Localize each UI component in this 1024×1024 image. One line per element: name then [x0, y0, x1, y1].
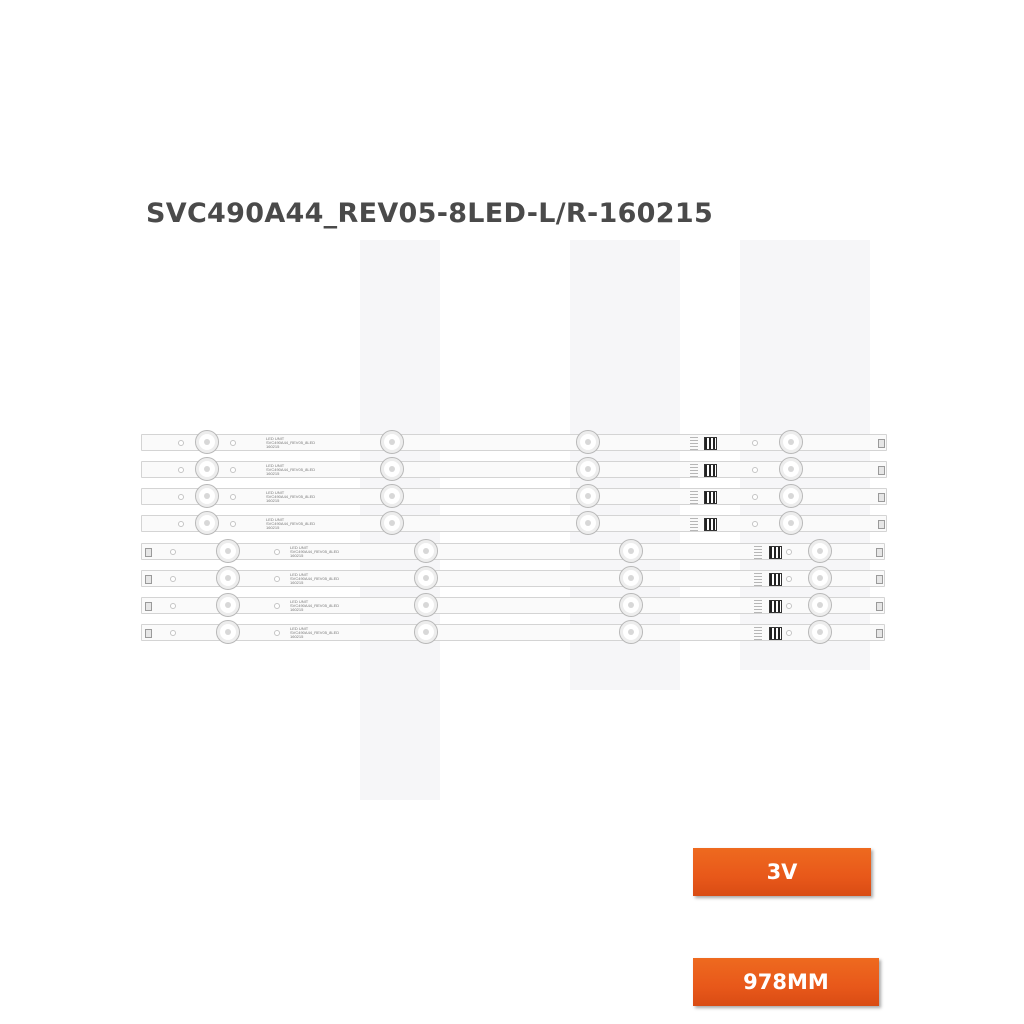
- connector: [876, 548, 883, 557]
- strip-print-line: LED UNIT: [266, 490, 285, 495]
- strip-print-line: LED UNIT: [290, 545, 309, 550]
- mount-hole: [170, 603, 176, 609]
- connector: [876, 629, 883, 638]
- model-title: SVC490A44_REV05-8LED-L/R-160215: [146, 198, 714, 229]
- qr-code: [769, 546, 782, 559]
- led-lens: [414, 620, 438, 644]
- strip-print-line: SVC490A44_REV05_8LED: [290, 549, 340, 554]
- connector: [878, 493, 885, 502]
- led-lens: [380, 430, 404, 454]
- qr-code: [704, 464, 717, 477]
- qr-code: [704, 437, 717, 450]
- mount-hole: [170, 630, 176, 636]
- connector: [876, 602, 883, 611]
- led-lens: [576, 511, 600, 535]
- connector: [878, 439, 885, 448]
- mount-hole: [752, 494, 758, 500]
- connector: [876, 575, 883, 584]
- strip-print-line: 160215: [266, 471, 280, 476]
- strip-print-line: 160215: [266, 444, 280, 449]
- strip-print-line: LED UNIT: [266, 463, 285, 468]
- strip-print: [290, 573, 339, 585]
- led-lens: [195, 457, 219, 481]
- mount-hole: [274, 603, 280, 609]
- qr-code: [704, 491, 717, 504]
- led-lens: [576, 430, 600, 454]
- led-strip: [141, 434, 887, 451]
- led-strip: [141, 543, 885, 560]
- mount-hole: [178, 494, 184, 500]
- qr-code: [769, 627, 782, 640]
- strip-print-line: LED UNIT: [266, 436, 285, 441]
- strip-print: [266, 491, 315, 503]
- mount-hole: [274, 549, 280, 555]
- strip-serial-text: [690, 491, 698, 504]
- led-lens: [380, 511, 404, 535]
- led-lens: [380, 457, 404, 481]
- mount-hole: [786, 549, 792, 555]
- strip-print-line: 160215: [290, 553, 304, 558]
- strip-print: [266, 518, 315, 530]
- connector: [145, 548, 152, 557]
- strip-serial-text: [690, 437, 698, 450]
- led-strip: [141, 570, 885, 587]
- led-lens: [216, 539, 240, 563]
- led-lens: [779, 511, 803, 535]
- mount-hole: [230, 440, 236, 446]
- mount-hole: [752, 467, 758, 473]
- led-lens: [779, 484, 803, 508]
- qr-code: [704, 518, 717, 531]
- led-lens: [414, 539, 438, 563]
- connector: [145, 575, 152, 584]
- mount-hole: [178, 521, 184, 527]
- mount-hole: [786, 603, 792, 609]
- led-lens: [619, 593, 643, 617]
- led-lens: [195, 430, 219, 454]
- led-lens: [779, 430, 803, 454]
- strip-serial-text: [754, 600, 762, 613]
- strip-print-line: SVC490A44_REV05_8LED: [290, 630, 340, 635]
- strip-serial-text: [690, 464, 698, 477]
- led-lens: [808, 620, 832, 644]
- led-lens: [619, 620, 643, 644]
- led-lens: [414, 593, 438, 617]
- mount-hole: [170, 576, 176, 582]
- led-lens: [195, 484, 219, 508]
- strip-print-line: SVC490A44_REV05_8LED: [266, 467, 316, 472]
- led-lens: [779, 457, 803, 481]
- strip-print-line: SVC490A44_REV05_8LED: [290, 576, 340, 581]
- led-strip: [141, 597, 885, 614]
- led-lens: [576, 484, 600, 508]
- led-lens: [808, 593, 832, 617]
- mount-hole: [170, 549, 176, 555]
- mount-hole: [752, 440, 758, 446]
- led-lens: [216, 566, 240, 590]
- mount-hole: [230, 467, 236, 473]
- strip-print: [290, 600, 339, 612]
- connector: [878, 466, 885, 475]
- mount-hole: [274, 630, 280, 636]
- mount-hole: [786, 630, 792, 636]
- strip-print: [266, 464, 315, 476]
- connector: [878, 520, 885, 529]
- qr-code: [769, 573, 782, 586]
- mount-hole: [230, 494, 236, 500]
- strip-print: [266, 437, 315, 449]
- led-lens: [808, 539, 832, 563]
- mount-hole: [178, 440, 184, 446]
- strip-print-line: 160215: [290, 634, 304, 639]
- strip-serial-text: [690, 518, 698, 531]
- strip-print-line: SVC490A44_REV05_8LED: [266, 521, 316, 526]
- strip-print-line: SVC490A44_REV05_8LED: [266, 440, 316, 445]
- strip-print-line: LED UNIT: [290, 626, 309, 631]
- strip-print-line: 160215: [266, 525, 280, 530]
- led-lens: [619, 566, 643, 590]
- strip-print-line: 160215: [266, 498, 280, 503]
- strip-print-line: LED UNIT: [290, 599, 309, 604]
- strip-serial-text: [754, 546, 762, 559]
- connector: [145, 629, 152, 638]
- mount-hole: [786, 576, 792, 582]
- led-lens: [216, 593, 240, 617]
- mount-hole: [752, 521, 758, 527]
- led-strip: [141, 515, 887, 532]
- led-lens: [195, 511, 219, 535]
- led-lens: [216, 620, 240, 644]
- strip-print-line: LED UNIT: [266, 517, 285, 522]
- voltage-badge: 3V: [693, 848, 871, 896]
- strip-print-line: 160215: [290, 580, 304, 585]
- strip-print-line: SVC490A44_REV05_8LED: [290, 603, 340, 608]
- led-lens: [808, 566, 832, 590]
- length-badge: 978MM: [693, 958, 879, 1006]
- led-lens: [619, 539, 643, 563]
- led-lens: [576, 457, 600, 481]
- strip-print-line: SVC490A44_REV05_8LED: [266, 494, 316, 499]
- mount-hole: [274, 576, 280, 582]
- connector: [145, 602, 152, 611]
- mount-hole: [178, 467, 184, 473]
- led-strip: [141, 488, 887, 505]
- led-strip: [141, 624, 885, 641]
- mount-hole: [230, 521, 236, 527]
- strip-print-line: 160215: [290, 607, 304, 612]
- strip-serial-text: [754, 627, 762, 640]
- strip-print-line: LED UNIT: [290, 572, 309, 577]
- strip-print: [290, 627, 339, 639]
- qr-code: [769, 600, 782, 613]
- strip-print: [290, 546, 339, 558]
- led-lens: [414, 566, 438, 590]
- strip-serial-text: [754, 573, 762, 586]
- led-lens: [380, 484, 404, 508]
- led-strip: [141, 461, 887, 478]
